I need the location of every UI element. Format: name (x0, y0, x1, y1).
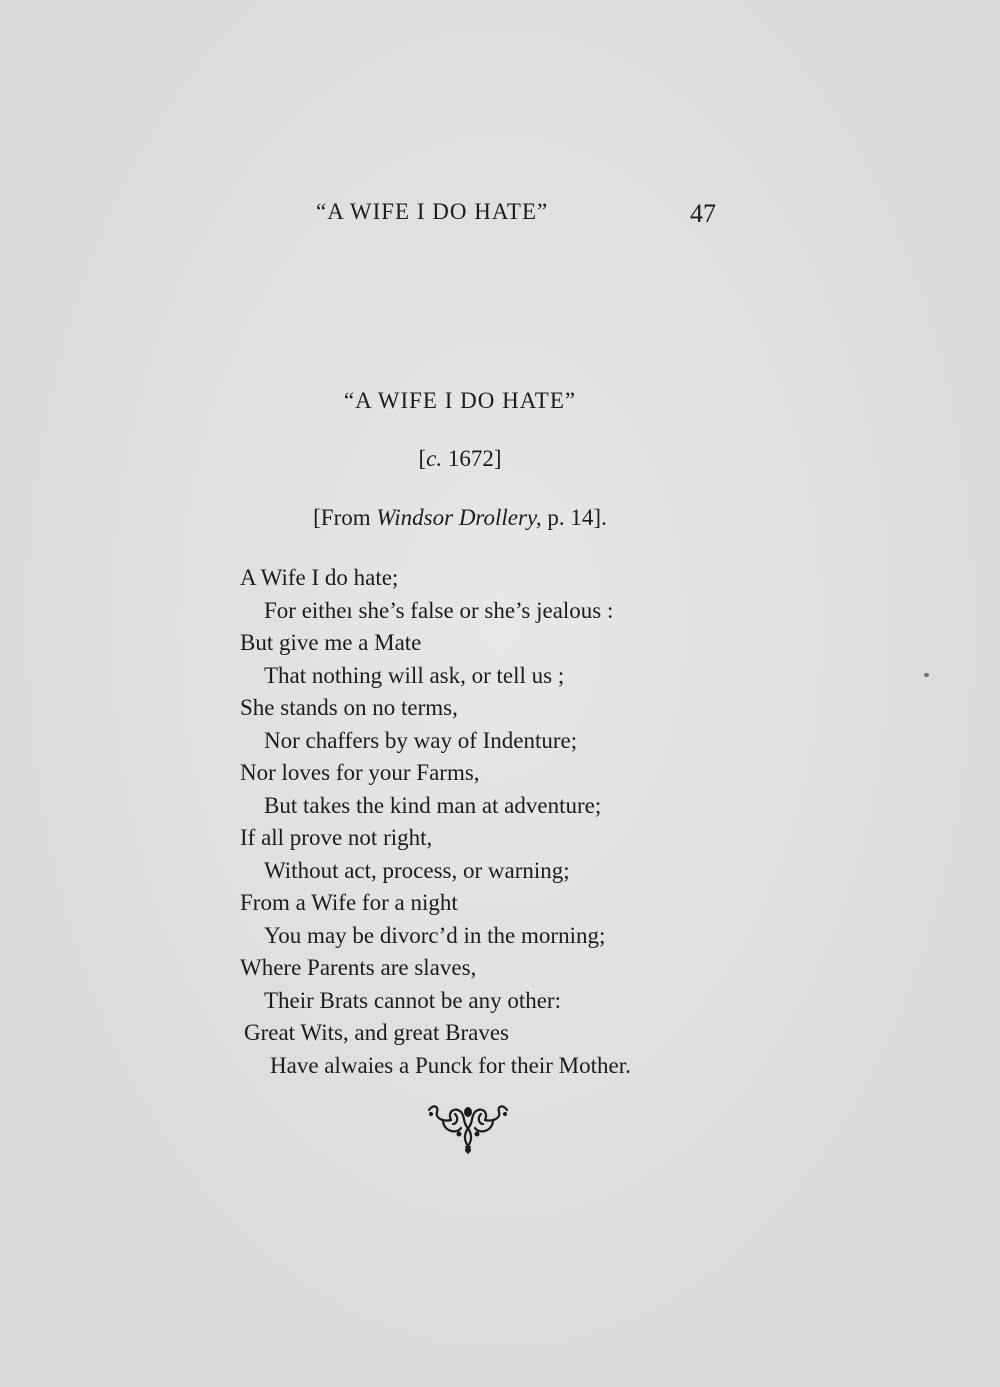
poem-date (0, 446, 920, 472)
running-head-title: “A WIFE I DO HATE” (316, 199, 549, 224)
poem-line: But takes the kind man at adventure; (264, 792, 602, 818)
page-number: 47 (690, 199, 716, 228)
paper-speck (924, 673, 929, 677)
poem-line: Their Brats cannot be any other: (264, 987, 561, 1013)
poem-line: From a Wife for a night (240, 890, 458, 915)
poem-title: “A WIFE I DO HATE” (343, 388, 577, 413)
source-prefix: [From (313, 505, 371, 530)
source-suffix: p. 14]. (547, 505, 607, 530)
poem-line: That nothing will ask, or tell us ; (264, 662, 565, 688)
poem-line: Where Parents are slaves, (240, 955, 477, 980)
date-year: 1672] (447, 446, 502, 471)
date-circa: c. (426, 446, 443, 471)
poem-line: She stands on no terms, (240, 695, 458, 720)
fleuron-ornament-icon (425, 1100, 511, 1156)
source-work: Windsor Drollery, (376, 505, 542, 530)
poem-line: But give me a Mate (240, 630, 422, 655)
poem-line: Have alwaies a Punck for their Mother. (270, 1052, 631, 1078)
poem-body (240, 562, 760, 1082)
poem-line: Nor chaffers by way of Indenture; (264, 727, 578, 753)
poem-line: You may be divorc’d in the morning; (264, 922, 606, 948)
poem-source (0, 505, 920, 531)
poem-line: Nor loves for your Farms, (240, 760, 480, 785)
poem-line: Without act, process, or warning; (264, 857, 570, 883)
poem-line: Great Wits, and great Braves (244, 1020, 509, 1045)
poem-line: If all prove not right, (240, 825, 433, 850)
poem-line: For eitheı she’s false or she’s jealous : (264, 597, 614, 623)
date-bracket: [ (418, 446, 427, 471)
poem-line: A Wife I do hate; (240, 565, 399, 590)
